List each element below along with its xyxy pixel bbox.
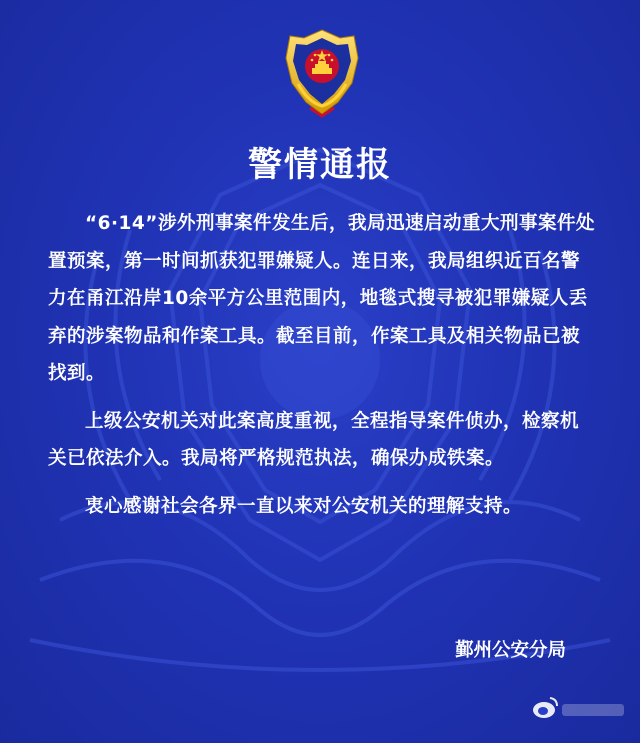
notice-paragraph: “6·14”涉外刑事案件发生后，我局迅速启动重大刑事案件处置预案，第一时间抓获犯罪嫌疑人。连日来，我局组织近百名警力在甬江沿岸10余平方公里范围内，地毯式搜寻被犯罪嫌疑人丢弃的涉案物品和作案工具。截至目前，作案工具及相关物品已被找到。 [48, 213, 595, 384]
notice-paragraph: 上级公安机关对此案高度重视，全程指导案件侦办，检察机关已依法介入。我局将严格规范执法，确保办成铁案。 [48, 410, 580, 469]
notice-paragraph: 衷心感谢社会各界一直以来对公安机关的理解支持。 [85, 495, 523, 517]
page-title: 警情通报 [248, 145, 392, 185]
notice-body [48, 205, 596, 535]
police-emblem-icon [282, 28, 362, 118]
signature: 鄞州公安分局 [454, 640, 566, 661]
weibo-logo-icon [530, 690, 630, 726]
